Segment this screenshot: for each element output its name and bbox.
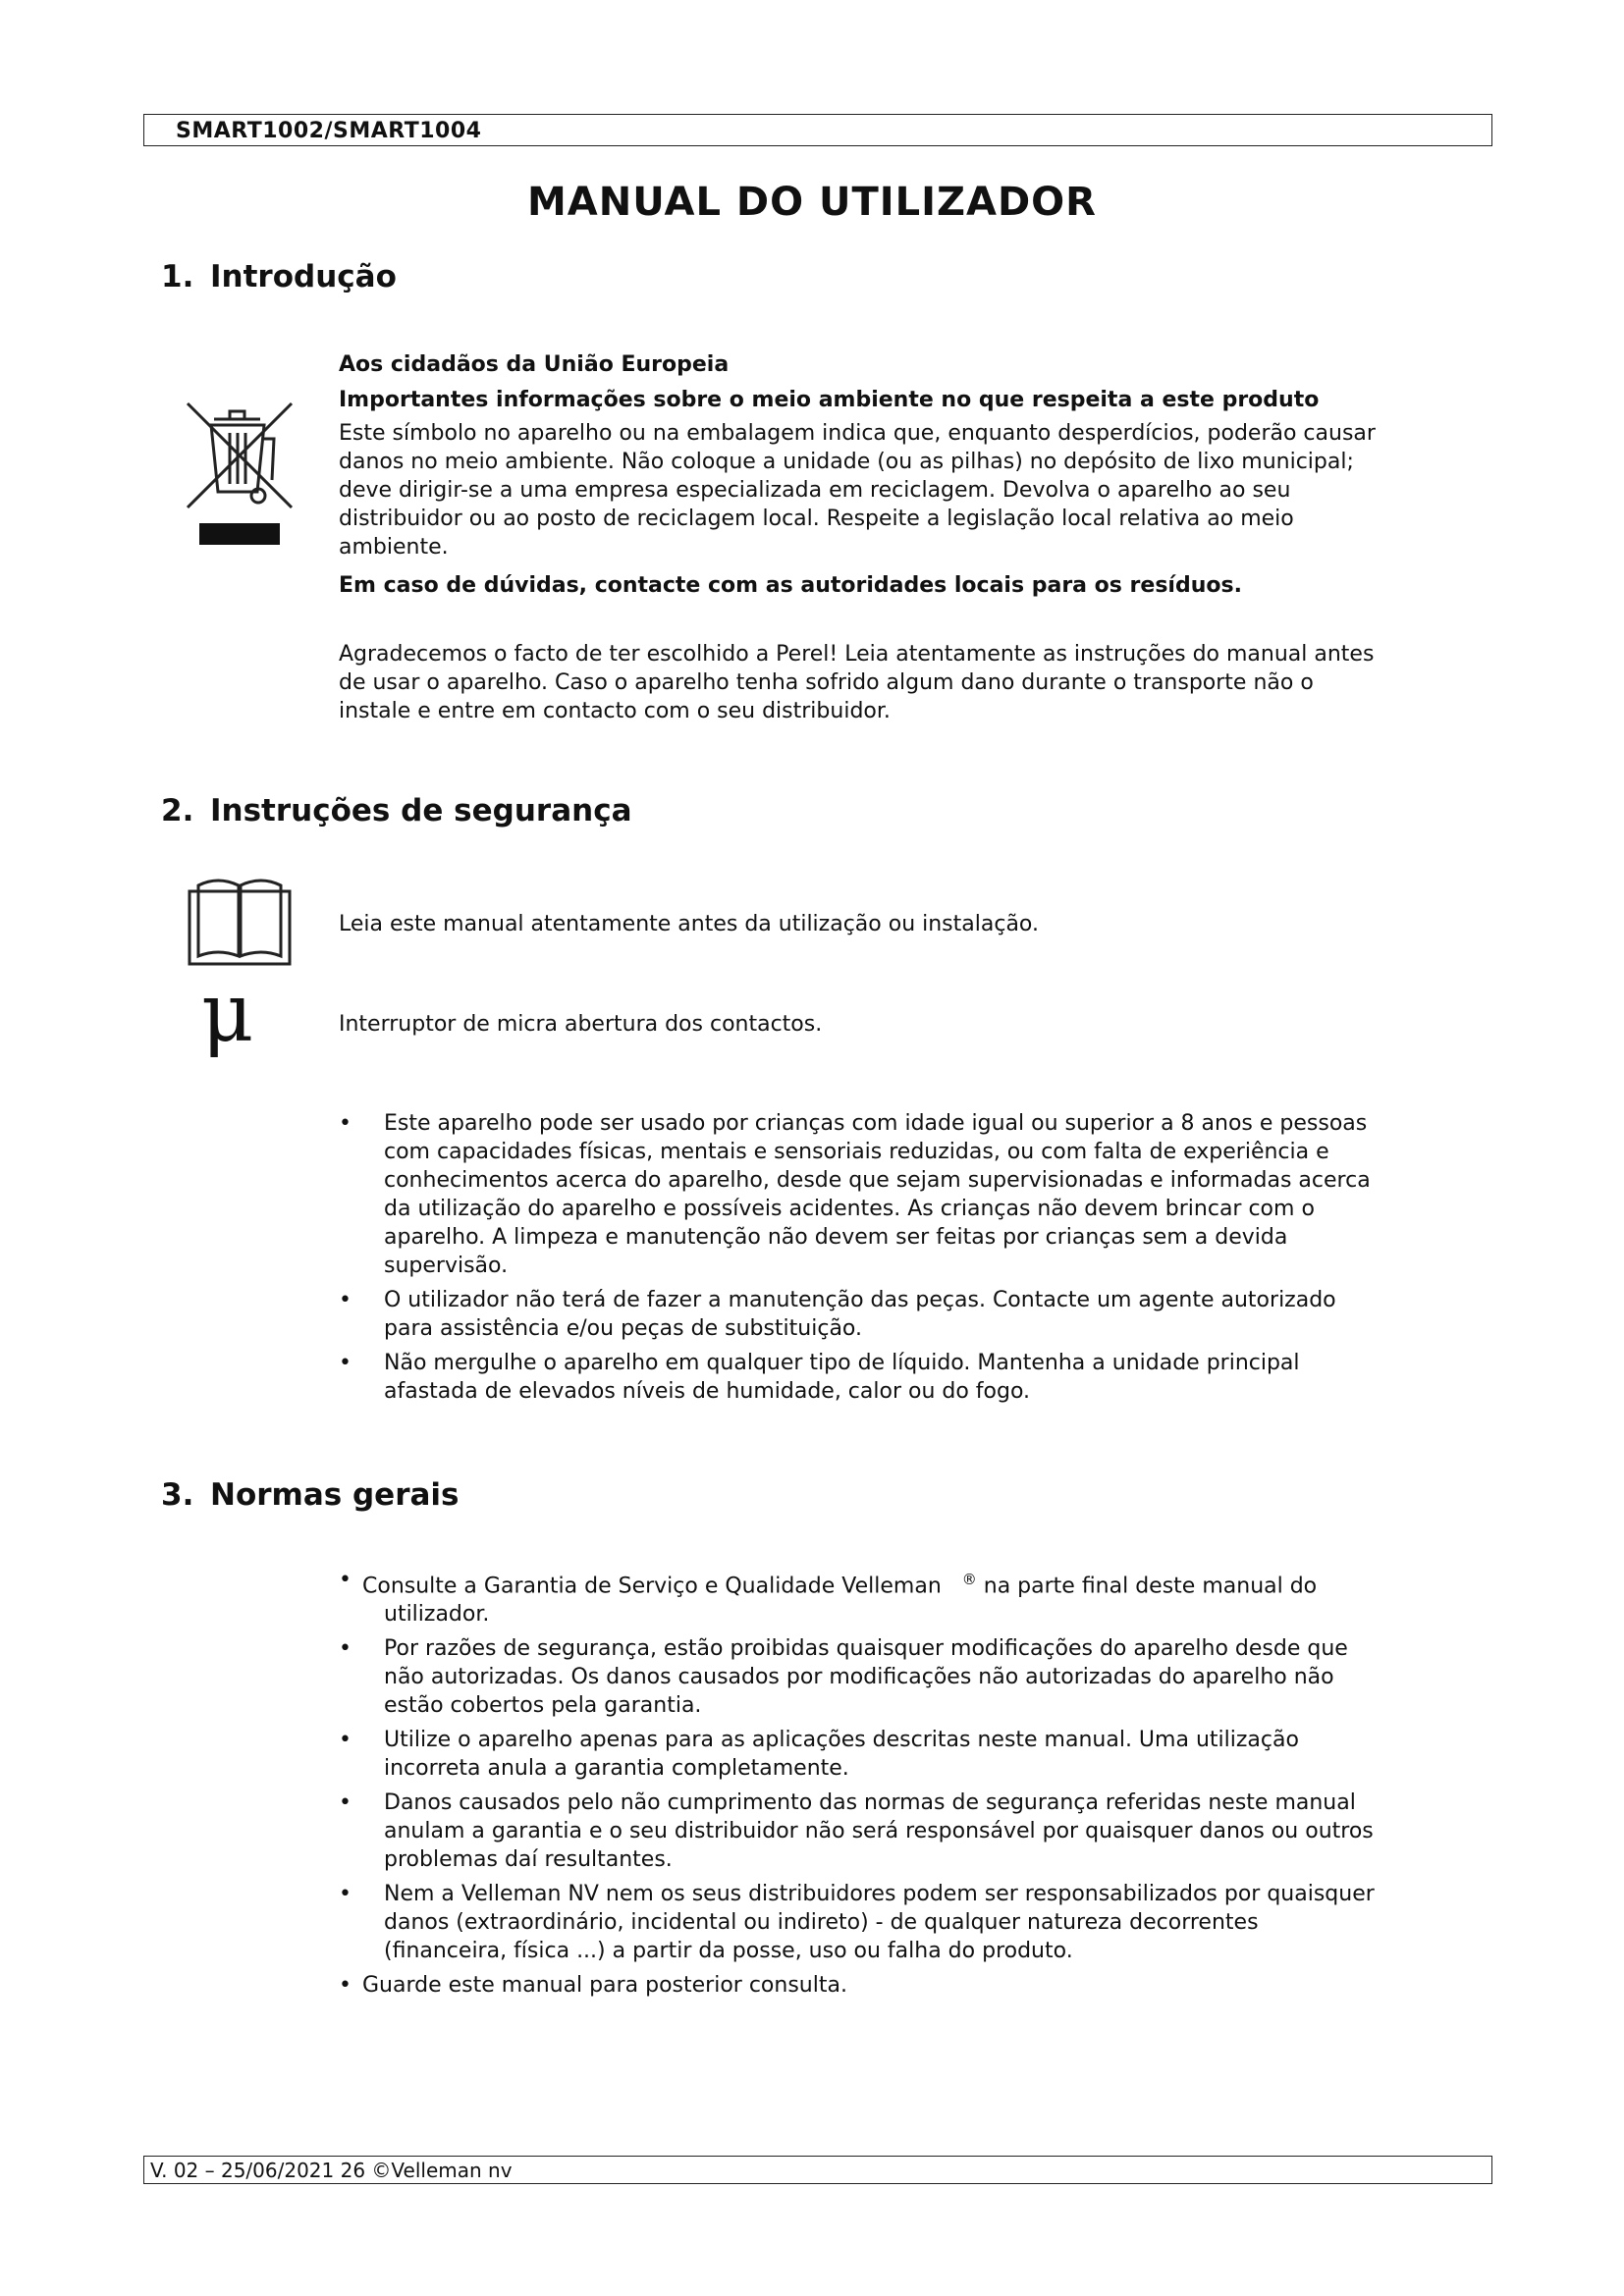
list-item <box>339 1286 1483 1343</box>
text-line: utilizador. <box>384 1602 490 1628</box>
text-line: conhecimentos acerca do aparelho, desde que sejam supervisionadas e informadas acerca <box>384 1168 1371 1193</box>
text-line: estão cobertos pela garantia. <box>384 1693 702 1719</box>
text-line: danos (extraordinário, incidental ou indireto) - de qualquer natureza decorrentes <box>384 1910 1259 1936</box>
footer-version: V. 02 – 25/06/2021 26 ©Velleman nv <box>150 2159 513 2182</box>
text-line: não autorizadas. Os danos causados por modificações não autorizadas do aparelho não <box>384 1665 1334 1690</box>
open-book-icon <box>187 874 293 968</box>
section-1-number: 1. <box>161 259 194 294</box>
text-line: Este símbolo no aparelho ou na embalagem indica que, enquanto desperdícios, poderão causar <box>339 421 1376 446</box>
text-line: distribuidor ou ao posto de reciclagem local. Respeite a legislação local relativa ao meio <box>339 507 1294 531</box>
text-line: afastada de elevados níveis de humidade, calor ou do fogo. <box>384 1379 1031 1404</box>
bullet-dot: • <box>339 1636 352 1662</box>
section-3-number: 3. <box>161 1477 194 1513</box>
bullet-dot: • <box>339 1882 352 1907</box>
text-line <box>362 1566 1483 1600</box>
section-3-heading <box>161 1477 460 1513</box>
text-line: ambiente. <box>339 535 449 560</box>
section-2-title: Instruções de segurança <box>210 793 632 828</box>
thanks-paragraph <box>339 640 1468 725</box>
bullet-dot: • <box>339 1351 352 1375</box>
crossed-out-wheelie-bin-icon <box>182 398 298 550</box>
header-box <box>143 114 1492 146</box>
text-line: Guarde este manual para posterior consulta. <box>362 1973 847 1999</box>
bullet-dot: • <box>339 1288 352 1312</box>
section-1-heading <box>161 259 397 294</box>
text-line: Agradecemos o facto de ter escolhido a Perel! Leia atentamente as instruções do manual antes <box>339 642 1375 667</box>
registered-mark: ® <box>961 1571 977 1588</box>
text-line: Utilize o aparelho apenas para as aplicações descritas neste manual. Uma utilização <box>384 1728 1299 1753</box>
environment-heading: Importantes informações sobre o meio ambiente no que respeita a este produto <box>339 388 1320 412</box>
text-line: Este aparelho pode ser usado por crianças com idade igual ou superior a 8 anos e pessoas <box>384 1111 1368 1136</box>
list-item <box>339 1789 1483 1874</box>
text-line: anulam a garantia e o seu distribuidor não será responsável por quaisquer danos ou outros <box>384 1819 1374 1844</box>
section-1-title: Introdução <box>210 259 397 294</box>
safety-bullet-list <box>339 1109 1483 1412</box>
text-line: Por razões de segurança, estão proibidas quaisquer modificações do aparelho desde que <box>384 1636 1348 1662</box>
bullet-dot: • <box>339 1973 352 1999</box>
bullet-dot: • <box>339 1111 352 1136</box>
section-2-number: 2. <box>161 793 194 828</box>
text-line: para assistência e/ou peças de substituição. <box>384 1316 862 1341</box>
text-line: da utilização do aparelho e possíveis acidentes. As crianças não devem brincar com o <box>384 1197 1315 1221</box>
text-line: com capacidades físicas, mentais e sensoriais reduzidas, ou com falta de experiência e <box>384 1140 1329 1164</box>
section-2-heading <box>161 793 632 828</box>
text-line: danos no meio ambiente. Não coloque a unidade (ou as pilhas) no depósito de lixo municipal; <box>339 450 1354 474</box>
read-manual-text: Leia este manual atentamente antes da utilização ou instalação. <box>339 912 1039 936</box>
bullet-dot: • <box>339 1568 352 1592</box>
header-model: SMART1002/SMART1004 <box>176 119 482 143</box>
footer-box <box>143 2156 1492 2184</box>
list-item <box>339 1349 1483 1406</box>
bullet-dot: • <box>339 1790 352 1816</box>
environment-paragraph <box>339 419 1468 561</box>
text-line: problemas daí resultantes. <box>384 1847 673 1873</box>
text-line: de usar o aparelho. Caso o aparelho tenha sofrido algum dano durante o transporte não o <box>339 670 1314 695</box>
list-item <box>339 1566 1483 1629</box>
warranty-text: Consulte a Garantia de Serviço e Qualidade Velleman <box>362 1574 942 1599</box>
list-item <box>339 1726 1483 1783</box>
micro-switch-mu-icon: μ <box>201 967 254 1060</box>
text-line: O utilizador não terá de fazer a manutenção das peças. Contacte um agente autorizado <box>384 1288 1336 1312</box>
text-line: aparelho. A limpeza e manutenção não devem ser feitas por crianças sem a devida <box>384 1225 1288 1250</box>
list-item <box>339 1880 1483 1965</box>
bullet-dot: • <box>339 1728 352 1753</box>
text-line: (financeira, física ...) a partir da posse, uso ou falha do produto. <box>384 1939 1073 1964</box>
text-line: Danos causados pelo não cumprimento das normas de segurança referidas neste manual <box>384 1790 1356 1816</box>
warranty-text-end: na parte final deste manual do <box>983 1574 1318 1599</box>
general-bullet-list <box>339 1566 1483 2005</box>
text-line: Nem a Velleman NV nem os seus distribuidores podem ser responsabilizados por quaisquer <box>384 1882 1375 1907</box>
text-line: instale e entre em contacto com o seu distribuidor. <box>339 699 891 723</box>
page-title: MANUAL DO UTILIZADOR <box>527 180 1097 225</box>
eu-citizens-heading: Aos cidadãos da União Europeia <box>339 352 730 377</box>
list-item <box>339 1109 1483 1280</box>
text-line: Não mergulhe o aparelho em qualquer tipo de líquido. Mantenha a unidade principal <box>384 1351 1300 1375</box>
text-line: supervisão. <box>384 1254 509 1278</box>
text-line: deve dirigir-se a uma empresa especializada em reciclagem. Devolva o aparelho ao seu <box>339 478 1291 503</box>
text-line: incorreta anula a garantia completamente. <box>384 1756 849 1782</box>
list-item <box>339 1971 1483 2000</box>
section-3-title: Normas gerais <box>210 1477 460 1513</box>
list-item <box>339 1634 1483 1720</box>
micro-switch-text: Interruptor de micra abertura dos contactos. <box>339 1012 823 1037</box>
doubt-notice: Em caso de dúvidas, contacte com as autoridades locais para os resíduos. <box>339 573 1242 598</box>
